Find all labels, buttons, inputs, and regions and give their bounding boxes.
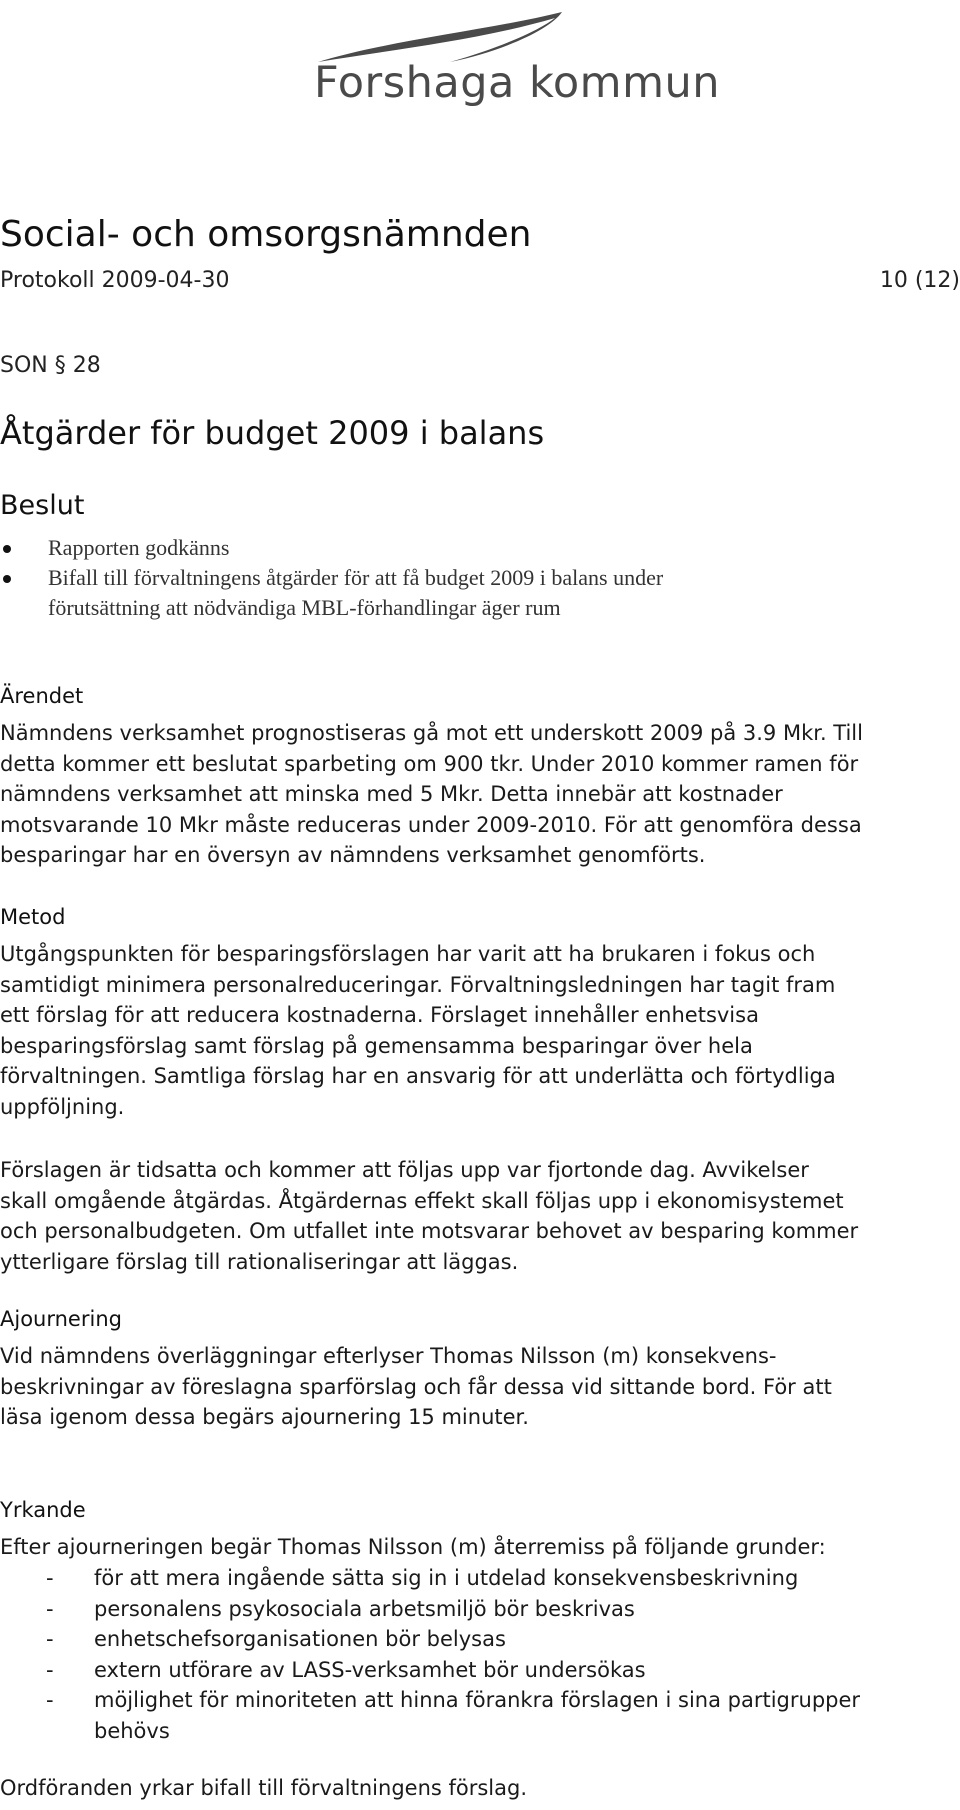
- yrkande-item: [0, 1563, 940, 1594]
- dash-marker: -: [46, 1566, 54, 1590]
- text-line: ytterligare förslag till rationaliseringar att läggas.: [0, 1249, 519, 1274]
- logo-text: Forshaga kommun: [314, 58, 720, 108]
- text-line: beskrivningar av föreslagna sparförslag och får dessa vid sittande bord. För att: [0, 1374, 832, 1399]
- text-line: Nämndens verksamhet prognostiseras gå mot ett underskott 2009 på 3.9 Mkr. Till: [0, 721, 863, 745]
- yrkande-item-text: möjlighet för minoriteten att hinna förankra förslagen i sina partigrupper: [94, 1688, 861, 1712]
- arendet-heading: Ärendet: [0, 684, 84, 708]
- dash-marker: -: [46, 1627, 54, 1651]
- bullet-icon: [3, 545, 11, 553]
- page-number: 10 (12): [879, 268, 960, 293]
- text-line: och personalbudgeten. Om utfallet inte motsvarar behovet av besparing kommer: [0, 1219, 859, 1243]
- beslut-item-text: förutsättning att nödvändiga MBL-förhandlingar äger rum: [48, 595, 561, 620]
- text-line: Vid nämndens överläggningar efterlyser Thomas Nilsson (m) konsekvens-: [0, 1344, 777, 1368]
- beslut-item-text: Bifall till förvaltningens åtgärder för att få budget 2009 i balans under: [48, 565, 664, 590]
- beslut-list: [0, 533, 940, 623]
- yrkande-heading: Yrkande: [0, 1498, 86, 1522]
- ajournering-heading: Ajournering: [0, 1307, 122, 1331]
- dash-marker: -: [46, 1657, 54, 1682]
- closing-statement: [0, 1773, 920, 1804]
- dash-marker: -: [46, 1688, 54, 1712]
- text-line: uppföljning.: [0, 1094, 125, 1119]
- yrkande-intro: [0, 1532, 920, 1563]
- text-line: besparingsförslag samt förslag på gemensamma besparingar över hela: [0, 1033, 753, 1058]
- committee-title: Social- och omsorgsnämnden: [0, 214, 532, 255]
- yrkande-intro-text: Efter ajourneringen begär Thomas Nilsson (m) återremiss på följande grunder:: [0, 1535, 826, 1559]
- closing-text: Ordföranden yrkar bifall till förvaltningens förslag.: [0, 1776, 528, 1800]
- text-line: detta kommer ett beslutat sparbeting om 900 tkr. Under 2010 kommer ramen för: [0, 751, 859, 776]
- beslut-item: [0, 563, 940, 623]
- metod-heading: Metod: [0, 905, 66, 929]
- ajournering-paragraph: [0, 1341, 920, 1433]
- forshaga-kommun-logo: [300, 0, 720, 120]
- beslut-heading: Beslut: [0, 490, 85, 521]
- yrkande-item: [0, 1624, 940, 1655]
- text-line: samtidigt minimera personalreduceringar. Förvaltningsledningen har tagit fram: [0, 972, 836, 997]
- yrkande-item-text: behövs: [94, 1718, 170, 1743]
- protocol-date: Protokoll 2009-04-30: [0, 268, 230, 293]
- text-line: skall omgående åtgärdas. Åtgärdernas effekt skall följas upp i ekonomisystemet: [0, 1188, 844, 1213]
- text-line: Förslagen är tidsatta och kommer att följas upp var fjortonde dag. Avvikelser: [0, 1158, 809, 1182]
- yrkande-item-text: extern utförare av LASS-verksamhet bör undersökas: [94, 1657, 646, 1682]
- yrkande-item: [0, 1594, 940, 1625]
- yrkande-item: [0, 1655, 940, 1686]
- section-number: SON § 28: [0, 353, 101, 378]
- yrkande-item: [0, 1685, 940, 1746]
- text-line: motsvarande 10 Mkr måste reduceras under 2009-2010. För att genomföra dessa: [0, 812, 862, 837]
- text-line: förvaltningen. Samtliga förslag har en ansvarig för att underlätta och förtydliga: [0, 1064, 836, 1088]
- metod-paragraph-1: [0, 939, 920, 1122]
- text-line: nämndens verksamhet att minska med 5 Mkr. Detta innebär att kostnader: [0, 782, 783, 806]
- dash-marker: -: [46, 1596, 54, 1621]
- bullet-icon: [3, 575, 11, 583]
- metod-paragraph-2: [0, 1155, 920, 1277]
- text-line: Utgångspunkten för besparingsförslagen har varit att ha brukaren i fokus och: [0, 942, 816, 966]
- text-line: läsa igenom dessa begärs ajournering 15 minuter.: [0, 1405, 529, 1429]
- arendet-paragraph: [0, 718, 920, 871]
- yrkande-item-text: enhetschefsorganisationen bör belysas: [94, 1627, 506, 1651]
- text-line: ett förslag för att reducera kostnaderna. Förslaget innehåller enhetsvisa: [0, 1003, 759, 1027]
- yrkande-item-text: personalens psykosociala arbetsmiljö bör beskrivas: [94, 1596, 635, 1621]
- beslut-item: [0, 533, 940, 563]
- page-title: Åtgärder för budget 2009 i balans: [0, 414, 545, 452]
- yrkande-list: [0, 1563, 940, 1746]
- yrkande-item-text: för att mera ingående sätta sig in i utdelad konsekvensbeskrivning: [94, 1566, 799, 1590]
- beslut-item-text: Rapporten godkänns: [48, 535, 230, 560]
- text-line: besparingar har en översyn av nämndens verksamhet genomförts.: [0, 843, 706, 867]
